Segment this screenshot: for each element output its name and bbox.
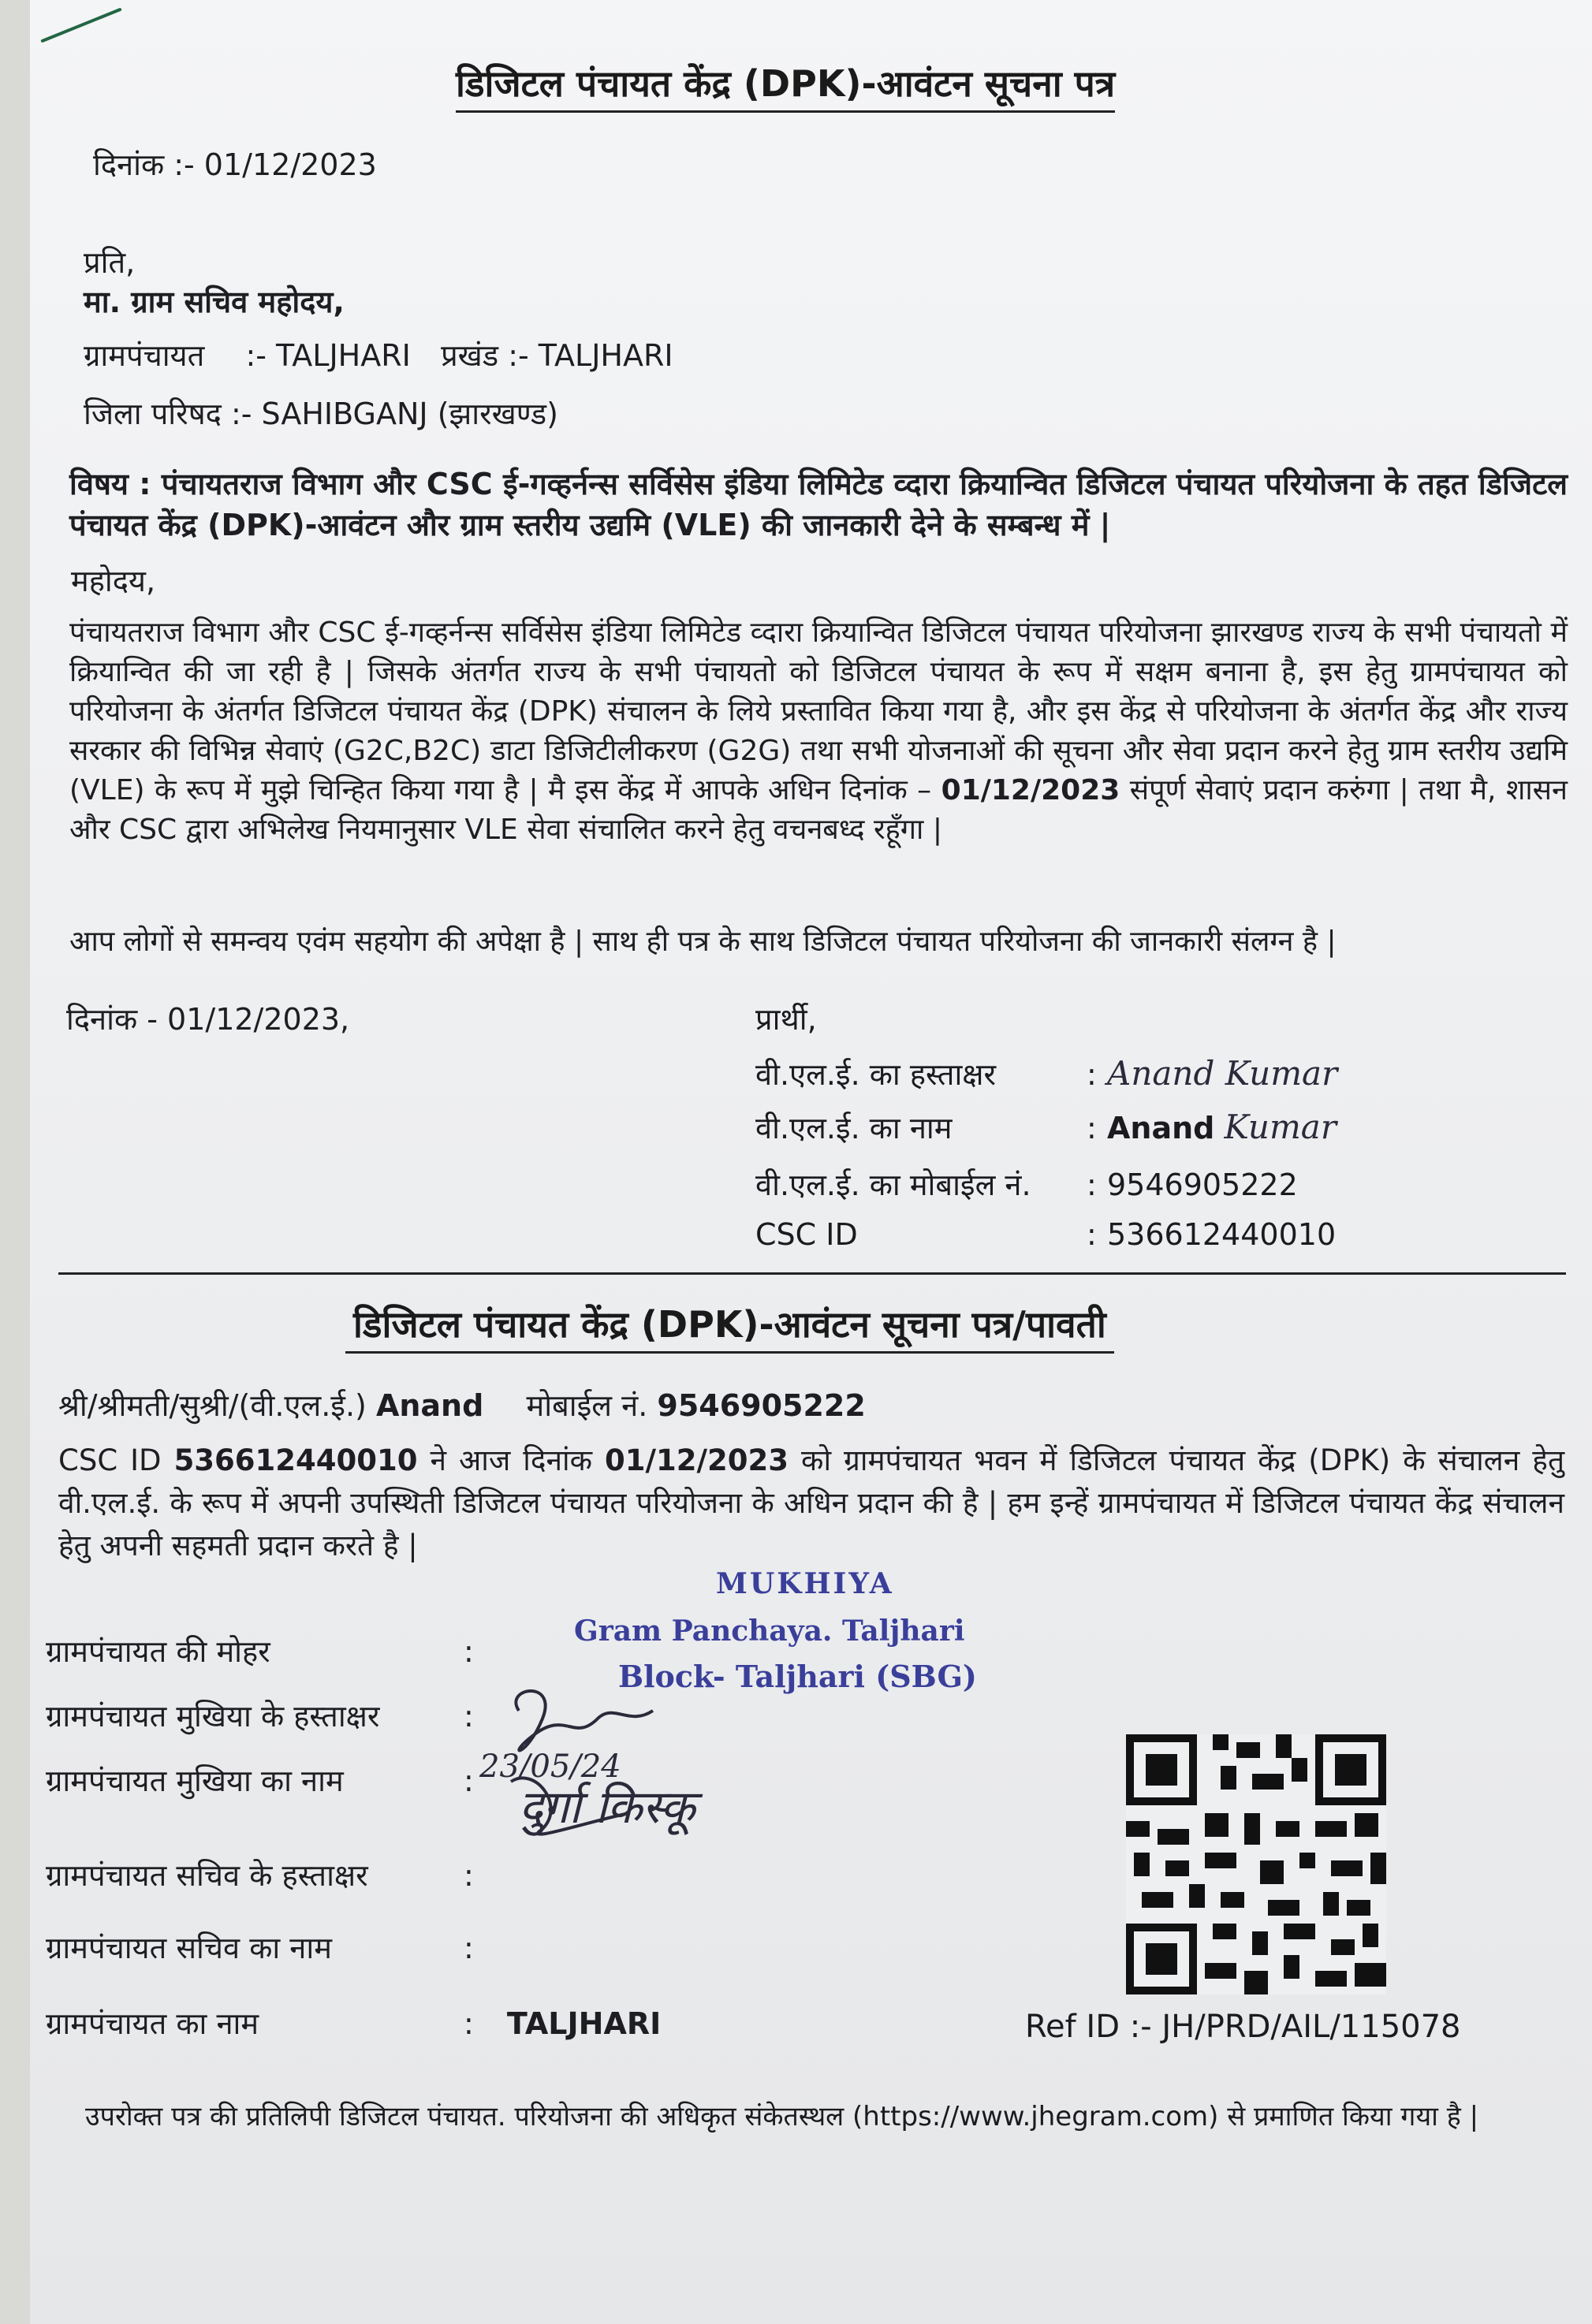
district-value: :- SAHIBGANJ xyxy=(230,397,428,431)
receipt-mobile: 9546905222 xyxy=(657,1388,866,1423)
address-prati: प्रति, xyxy=(84,245,136,280)
receipt-person-name: Anand xyxy=(375,1388,484,1423)
qr-code xyxy=(1126,1734,1386,1994)
receipt-title: डिजिटल पंचायत केंद्र (DPK)-आवंटन सूचना पत्र/पावती xyxy=(345,1299,1114,1354)
secretary-sign-label: ग्रामपंचायत सचिव के हस्ताक्षर xyxy=(46,1858,368,1893)
applicant-name-row: वी.एल.ई. का नाम : Anand Kumar xyxy=(755,1108,1337,1146)
mukhiya-name-label: ग्रामपंचायत मुखिया का नाम xyxy=(46,1763,344,1798)
applicant-name-handwritten: Kumar xyxy=(1224,1108,1337,1146)
receipt-text2: को ग्रामपंचायत भवन में डिजिटल पंचायत केंद्र (DPK) के संचालन हेतु वी.एल.ई. के रूप में अपनी उपस्थिती डिजिटल पंचायत परियोजना के अधिन प्रदान की है | हम इन्हें ग्रामपंचायत में डिजिटल पंचायत केंद्र संचालन हेतु अपनी सहमती प्रदान करते है | xyxy=(58,1443,1565,1562)
panchayat-name-label: ग्रामपंचायत का नाम xyxy=(46,2006,259,2041)
ref-id: Ref ID :- JH/PRD/AIL/115078 xyxy=(1025,2009,1461,2045)
panchayat-label: ग्रामपंचायत xyxy=(84,338,205,373)
body-part1: पंचायतराज विभाग और CSC ई-गव्हर्नन्स सर्विसेस इंडिया लिमिटेड व्दारा क्रियान्वित डिजिटल पंचायत परियोजना झारखण्ड राज्य के सभी पंचायतो में क्रियान्वित की जा रही है | जिसके अंतर्गत राज्य के सभी पंचायतो को डिजिटल पंचायत के रूप में सक्षम बनाना है, इस हेतु ग्रामपंचायत को परियोजना के अंतर्गत डिजिटल पंचायत केंद्र (DPK) संचालन के लिये प्रस्तावित किया गया है, और इस केंद्र से परियोजना के अंतर्गत केंद्र और राज्य सरकार की विभिन्न सेवाएं (G2C,B2C) डाटा डिजिटीलीकरण (G2G) तथा सभी योजनाओं की सूचना और सेवा प्रदान करने हेतु ग्राम स्तरीय उद्यमि (VLE) के रूप में मुझे चिन्हित किया गया है | मै इस केंद्र में आपके अधिन दिनांक – xyxy=(69,616,1568,806)
receipt-date: 01/12/2023 xyxy=(605,1443,789,1477)
applicant-mobile: 9546905222 xyxy=(1107,1168,1298,1202)
letter-date: दिनांक :- 01/12/2023 xyxy=(93,147,377,182)
receipt-mobile-label: मोबाईल नं. xyxy=(526,1388,648,1423)
address-district-line xyxy=(84,393,558,434)
receipt-person-line xyxy=(58,1384,866,1425)
letter-title: डिजिटल पंचायत केंद्र (DPK)-आवंटन सूचना पत्र xyxy=(456,58,1115,113)
salutation: महोदय, xyxy=(71,564,156,598)
address-panchayat-line xyxy=(84,334,673,375)
state-name: (झारखण्ड) xyxy=(437,397,558,431)
letter-subject: विषय : पंचायतराज विभाग और CSC ई-गव्हर्नन्स सर्विसेस इंडिया लिमिटेड व्दारा क्रियान्वित डिजिटल पंचायत परियोजना के तहत डिजिटल पंचायत केंद्र (DPK)-आवंटन और ग्राम स्तरीय उद्यमि (VLE) की जानकारी देने के सम्बन्ध में | xyxy=(69,467,1568,542)
receipt-person-prefix: श्री/श्रीमती/सुश्री/(वी.एल.ई.) xyxy=(58,1388,367,1423)
address-to: मा. ग्राम सचिव महोदय, xyxy=(84,285,345,319)
footer-date-line xyxy=(66,998,349,1039)
applicant-csc-row: CSC ID : 536612440010 xyxy=(755,1217,1337,1252)
mukhiya-handwritten-name: दुर्गा किस्कू xyxy=(519,1780,695,1834)
receipt-csc-label: CSC ID xyxy=(58,1443,162,1477)
secretary-name-label: ग्रामपंचायत सचिव का नाम xyxy=(46,1931,332,1965)
panchayat-name-value: TALJHARI xyxy=(506,2006,662,2041)
applicant-heading: प्रार्थी, xyxy=(755,1002,817,1037)
stamp-line-2: Gram Panchaya. Taljhari xyxy=(574,1615,965,1648)
body-part2: संपूर्ण सेवाएं प्रदान करुंगा | तथा मै, शासन और CSC द्वारा अभिलेख नियमानुसार VLE सेवा संचालित करने हेतु वचनबध्द रहूँगा | xyxy=(69,774,1568,846)
secretary-sign-row: ग्रामपंचायत सचिव के हस्ताक्षर : xyxy=(46,1854,474,1895)
block-value: :- TALJHARI xyxy=(508,338,673,373)
body-date: 01/12/2023 xyxy=(941,774,1120,806)
district-label: जिला परिषद xyxy=(84,397,222,431)
applicant-signature: Anand Kumar xyxy=(1107,1054,1338,1093)
applicant-name-label: वी.एल.ई. का नाम xyxy=(755,1111,953,1145)
applicant-sign-row: वी.एल.ई. का हस्ताक्षर : Anand Kumar xyxy=(755,1054,1338,1093)
footer-note: उपरोक्त पत्र की प्रतिलिपी डिजिटल पंचायत. परियोजना की अधिकृत संकेतस्थल (https://www.jhegram.com) से प्रमाणित किया गया है | xyxy=(85,2101,1479,2132)
footer-date-label: दिनांक - xyxy=(66,1002,158,1037)
letter-page xyxy=(30,0,1592,2324)
seal-row: ग्रामपंचायत की मोहर : xyxy=(46,1630,474,1671)
mukhiya-sign-label: ग्रामपंचायत मुखिया के हस्ताक्षर xyxy=(46,1699,380,1734)
mukhiya-name-row: ग्रामपंचायत मुखिया का नाम : xyxy=(46,1760,474,1801)
letter-closing: आप लोगों से समन्वय एवंम सहयोग की अपेक्षा है | साथ ही पत्र के साथ डिजिटल पंचायत परियोजना की जानकारी संलग्न है | xyxy=(69,926,1337,958)
stamp-line-1: MUKHIYA xyxy=(716,1567,894,1600)
applicant-sign-label: वी.एल.ई. का हस्ताक्षर xyxy=(755,1057,997,1092)
receipt-body xyxy=(58,1439,1564,1567)
receipt-text1: ने आज दिनांक xyxy=(430,1443,593,1477)
receipt-csc-id: 536612440010 xyxy=(173,1443,418,1477)
handwritten-date: 23/05/24 xyxy=(479,1749,621,1785)
panchayat-name-row: ग्रामपंचायत का नाम : TALJHARI xyxy=(46,2002,661,2043)
mukhiya-sign-row: ग्रामपंचायत मुखिया के हस्ताक्षर : xyxy=(46,1695,474,1736)
secretary-name-row: ग्रामपंचायत सचिव का नाम : xyxy=(46,1927,474,1968)
seal-label: ग्रामपंचायत की मोहर xyxy=(46,1634,270,1669)
section-divider xyxy=(58,1272,1566,1275)
panchayat-value: :- TALJHARI xyxy=(245,338,411,373)
applicant-mobile-row: वी.एल.ई. का मोबाईल नं. : 9546905222 xyxy=(755,1164,1298,1205)
applicant-name: Anand xyxy=(1107,1111,1215,1145)
stamp-line-3: Block- Taljhari (SBG) xyxy=(618,1659,977,1694)
letter-body xyxy=(69,613,1568,850)
pen-mark xyxy=(40,8,121,43)
applicant-csc-label: CSC ID xyxy=(755,1217,858,1252)
block-label: प्रखंड xyxy=(441,338,499,373)
applicant-csc-id: 536612440010 xyxy=(1107,1217,1337,1252)
footer-date-value: 01/12/2023, xyxy=(167,1002,350,1037)
applicant-mobile-label: वी.एल.ई. का मोबाईल नं. xyxy=(755,1168,1031,1202)
